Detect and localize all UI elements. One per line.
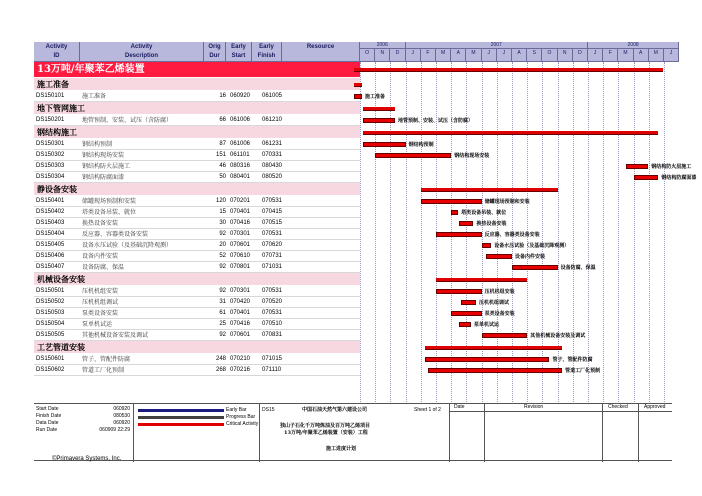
activity-label: 管道工厂化预制 [565, 368, 601, 374]
legend-critical-icon [138, 423, 224, 426]
activity-label: 其他机械设备安装及调试 [530, 333, 586, 339]
cell-id: DS150304 [36, 174, 65, 180]
table-row [34, 286, 360, 297]
cell-finish: 070620 [262, 242, 283, 248]
timeline-gridline [573, 62, 574, 402]
footer-company: 中国石油天然气第六建设公司 [302, 407, 368, 413]
table-row [34, 354, 360, 365]
timeline-gridline [634, 62, 635, 402]
footer-labels: Start Date Finish Date Data Date Run Date [36, 406, 62, 433]
table-row [34, 218, 360, 229]
cell-desc: 反应器、容器类设备安装 [82, 231, 149, 238]
timeline-month: M [618, 49, 633, 62]
cell-finish: 070831 [262, 332, 283, 338]
cell-start: 070401 [230, 310, 251, 316]
activity-bar [375, 153, 451, 158]
group-summary-bar [421, 188, 558, 192]
cell-start: 070301 [230, 231, 251, 237]
cell-start: 061006 [230, 141, 251, 147]
footer-sheet: Sheet 1 of 2 [414, 407, 441, 413]
table-row [34, 207, 360, 218]
cell-finish: 070415 [262, 209, 283, 215]
header-early-start: Early Start [226, 42, 252, 62]
activity-label: 反应器、容器类设备安装 [484, 232, 540, 238]
cell-desc: 钢结构防火层施工 [82, 163, 131, 170]
cell-desc: 设备内件安装 [82, 253, 119, 260]
cell-id: DS150101 [36, 93, 65, 99]
activity-bar [354, 94, 362, 99]
timeline-month: O [360, 49, 375, 62]
header-orig-dur: Orig Dur [204, 42, 226, 62]
cell-dur: 92 [219, 332, 226, 338]
cell-id: DS150302 [36, 152, 65, 158]
project-title: 13万吨/年聚苯乙烯装置 [34, 62, 360, 77]
legend-early-bar: Early Bar [226, 407, 247, 413]
timeline-gridline [421, 62, 422, 402]
activity-bar [428, 368, 562, 373]
group-header: 静设备安装 [34, 183, 360, 195]
group-summary-bar [354, 83, 362, 87]
cell-start: 070210 [230, 356, 251, 362]
legend-progress-bar: Progress Bar [226, 414, 256, 420]
cell-id: DS150405 [36, 242, 65, 248]
activity-bar [512, 265, 558, 270]
timeline-gridline [558, 62, 559, 402]
activity-label: 地管预制、安装、试压（含防腐） [397, 118, 473, 124]
cell-finish: 071110 [262, 367, 282, 373]
activity-bar [451, 311, 481, 316]
cell-dur: 20 [219, 242, 226, 248]
cell-desc: 压机机组调试 [82, 299, 119, 306]
cell-start: 061101 [230, 152, 250, 158]
project-summary-bar [354, 68, 663, 72]
header-activity-id: Activity ID [34, 42, 80, 62]
activity-label: 储罐现场预制和安装 [484, 199, 530, 205]
cell-desc: 施工准备 [82, 93, 107, 100]
cell-dur: 15 [219, 209, 226, 215]
cell-id: DS150503 [36, 310, 65, 316]
activity-bar [461, 300, 476, 305]
cell-desc: 设备水压试验（及基础沉降观测） [82, 242, 173, 249]
cell-desc: 塔类设备吊装、就位 [82, 209, 137, 216]
timeline-month: F [603, 49, 618, 62]
timeline-month: N [558, 49, 573, 62]
cell-finish: 070731 [262, 253, 283, 259]
footer-project: 独山子石化千万吨炼油及百万吨乙烯项目 [280, 423, 371, 429]
cell-dur: 52 [219, 253, 226, 259]
activity-label: 钢结构现场安装 [454, 153, 490, 159]
activity-label: 泵类设备安装 [484, 311, 515, 317]
activity-label: 钢结构预制 [408, 142, 434, 148]
legend-progress-bar-icon [138, 416, 224, 419]
table-row [34, 319, 360, 330]
footer-code: DS15 [262, 407, 275, 413]
timeline-gridline [649, 62, 650, 402]
activity-bar [363, 142, 406, 147]
cell-start: 060920 [230, 93, 251, 99]
cell-start: 080316 [230, 163, 251, 169]
timeline-year: 2006 [360, 42, 406, 49]
header-resource: Resource [282, 42, 360, 62]
activity-label: 管子、管配件防腐 [552, 357, 593, 363]
activity-bar [425, 357, 549, 362]
activity-bar [482, 333, 528, 338]
group-header: 地下管网施工 [34, 102, 360, 114]
cell-dur: 61 [219, 310, 226, 316]
cell-finish: 071031 [262, 264, 283, 270]
activity-bar [626, 164, 648, 169]
cell-dur: 92 [219, 264, 226, 270]
timeline-year: 2007 [406, 42, 588, 49]
cell-finish: 080430 [262, 163, 283, 169]
table-row [34, 115, 360, 126]
timeline-month: J [406, 49, 421, 62]
cell-finish: 061231 [262, 141, 283, 147]
timeline-gridline [664, 62, 665, 402]
table-row [34, 229, 360, 240]
table-row [34, 161, 360, 172]
timeline-gridline [360, 62, 361, 402]
activity-label: 塔类设备吊装、就位 [461, 210, 507, 216]
cell-id: DS150403 [36, 220, 65, 226]
cell-id: DS150201 [36, 117, 65, 123]
group-summary-bar [436, 278, 527, 282]
cell-desc: 管道工厂化预制 [82, 367, 125, 374]
timeline-gridline [588, 62, 589, 402]
cell-dur: 87 [219, 141, 226, 147]
timeline-month: S [527, 49, 542, 62]
timeline-month: M [649, 49, 664, 62]
cell-dur: 31 [219, 299, 226, 305]
cell-dur: 25 [219, 321, 226, 327]
activity-bar [363, 118, 395, 123]
timeline-gridline [603, 62, 604, 402]
timeline-gridline [618, 62, 619, 402]
activity-bar [436, 289, 482, 294]
cell-finish: 061005 [262, 93, 283, 99]
cell-start: 070601 [230, 242, 251, 248]
cell-dur: 50 [219, 174, 226, 180]
cell-start: 070610 [230, 253, 251, 259]
timeline-month: O [542, 49, 557, 62]
cell-dur: 66 [219, 117, 226, 123]
timeline-gridline [542, 62, 543, 402]
cell-dur: 92 [219, 231, 226, 237]
cell-start: 070301 [230, 288, 251, 294]
table-row [34, 262, 360, 273]
cell-finish: 070531 [262, 198, 283, 204]
cell-dur: 92 [219, 288, 226, 294]
timeline-month: N [375, 49, 390, 62]
cell-finish: 070531 [262, 310, 283, 316]
timeline-month: J [497, 49, 512, 62]
table-row [34, 308, 360, 319]
cell-finish: 070531 [262, 231, 283, 237]
activity-label: 施工准备 [365, 94, 386, 100]
footer-values: 060920 080530 060920 060909 22:29 [99, 406, 130, 433]
activity-bar [459, 322, 471, 327]
cell-desc: 钢结构预制 [82, 141, 113, 148]
cell-start: 070201 [230, 198, 251, 204]
cell-id: DS150301 [36, 141, 65, 147]
table-row [34, 196, 360, 207]
header-activity-desc: Activity Description [80, 42, 204, 62]
cell-desc: 储罐现场预制和安装 [82, 198, 137, 205]
table-row [34, 330, 360, 341]
cell-finish: 070331 [262, 152, 283, 158]
activity-bar [459, 221, 474, 226]
cell-start: 070801 [230, 264, 251, 270]
activity-label: 换热设备安装 [476, 221, 507, 227]
timeline-month: J [588, 49, 603, 62]
cell-start: 070416 [230, 220, 251, 226]
activity-label: 泵单机试运 [473, 322, 499, 328]
timeline-year: 2008 [588, 42, 679, 49]
group-summary-bar [425, 346, 562, 350]
footer [34, 403, 672, 461]
activity-bar [486, 254, 512, 259]
cell-finish: 070531 [262, 288, 283, 294]
timeline-gridline [375, 62, 376, 402]
cell-id: DS150504 [36, 321, 65, 327]
cell-desc: 其他机械设备安装及调试 [82, 332, 149, 339]
cell-start: 070401 [230, 209, 251, 215]
activity-bar [482, 243, 492, 248]
cell-dur: 120 [215, 198, 226, 204]
timeline-gridline [406, 62, 407, 402]
timeline-month: M [466, 49, 481, 62]
cell-id: DS150602 [36, 367, 65, 373]
activity-label: 钢结构防火层施工 [651, 164, 692, 170]
table-row [34, 297, 360, 308]
cell-dur: 248 [215, 356, 226, 362]
cell-finish: 070520 [262, 299, 283, 305]
activity-bar [421, 199, 482, 204]
cell-desc: 地管预制、安装、试压（含防腐） [82, 117, 173, 124]
cell-start: 070601 [230, 332, 251, 338]
vendor-credit: ©Primavera Systems, Inc. [52, 456, 122, 462]
activity-label: 压机机组调试 [479, 300, 510, 306]
col-checked: Checked [608, 404, 628, 410]
activity-label: 设备防腐、保温 [560, 265, 596, 271]
cell-finish: 070515 [262, 220, 283, 226]
cell-start: 061006 [230, 117, 251, 123]
cell-id: DS150402 [36, 209, 65, 215]
cell-id: DS150401 [36, 198, 65, 204]
cell-dur: 16 [219, 93, 226, 99]
activity-label: 设备内件安装 [515, 254, 546, 260]
timeline-month: J [482, 49, 497, 62]
timeline-month: M [436, 49, 451, 62]
cell-desc: 设备防腐、保温 [82, 264, 125, 271]
timeline-month: A [512, 49, 527, 62]
timeline-month: A [634, 49, 649, 62]
col-approved: Approved [644, 404, 666, 410]
cell-id: DS150404 [36, 231, 65, 237]
cell-desc: 换热设备安装 [82, 220, 119, 227]
cell-desc: 钢结构防腐面漆 [82, 174, 125, 181]
col-revision: Revision [524, 404, 544, 410]
timeline-month: A [451, 49, 466, 62]
activity-bar [451, 210, 458, 215]
table-row [34, 91, 360, 102]
table-row [34, 240, 360, 251]
footer-unit: 13万吨/年聚苯乙烯装置（安装）工程 [284, 430, 368, 436]
table-row [34, 365, 360, 376]
col-date: Date [454, 404, 465, 410]
activity-bar [634, 175, 659, 180]
table-row [34, 251, 360, 262]
timeline-month: F [421, 49, 436, 62]
table-row [34, 150, 360, 161]
cell-start: 070416 [230, 321, 251, 327]
activity-label: 钢结构防腐面漆 [661, 175, 697, 181]
cell-start: 070420 [230, 299, 251, 305]
group-header: 工艺管道安装 [34, 341, 360, 353]
cell-desc: 钢结构现场安装 [82, 152, 125, 159]
cell-finish: 070510 [262, 321, 283, 327]
timeline-month: D [390, 49, 405, 62]
cell-dur: 30 [219, 220, 226, 226]
timeline-gridline [482, 62, 483, 402]
cell-id: DS150502 [36, 299, 65, 305]
group-header: 施工准备 [34, 78, 360, 90]
cell-desc: 泵类设备安装 [82, 310, 119, 317]
activity-bar [436, 232, 482, 237]
cell-id: DS150601 [36, 356, 65, 362]
cell-finish: 071015 [262, 356, 283, 362]
group-header: 机械设备安装 [34, 273, 360, 285]
cell-start: 070216 [230, 367, 251, 373]
cell-id: DS150505 [36, 332, 65, 338]
cell-id: DS150407 [36, 264, 65, 270]
cell-dur: 46 [219, 163, 226, 169]
legend-early-bar-icon [138, 409, 224, 412]
header-early-finish: Early Finish [252, 42, 282, 62]
footer-plan: 施工进度计划 [326, 446, 357, 452]
cell-dur: 268 [215, 367, 226, 373]
cell-desc: 压机机组安装 [82, 288, 119, 295]
activity-label: 设备水压试验（及基础沉降观测） [494, 243, 570, 249]
legend-critical-activity: Critical Activity [226, 421, 259, 427]
timeline-month: D [573, 49, 588, 62]
timeline-month: J [664, 49, 679, 62]
timeline-gridline [390, 62, 391, 402]
cell-id: DS150501 [36, 288, 65, 294]
cell-finish: 061210 [262, 117, 283, 123]
table-row [34, 172, 360, 183]
cell-finish: 080520 [262, 174, 283, 180]
cell-dur: 151 [215, 152, 226, 158]
cell-desc: 管子、管配件防腐 [82, 356, 131, 363]
cell-desc: 泵单机试运 [82, 321, 113, 328]
cell-start: 080401 [230, 174, 251, 180]
group-header: 钢结构施工 [34, 126, 360, 138]
cell-id: DS150406 [36, 253, 65, 259]
activity-label: 压机机组安装 [484, 289, 515, 295]
cell-id: DS150303 [36, 163, 65, 169]
group-summary-bar [363, 131, 659, 135]
table-row [34, 139, 360, 150]
group-summary-bar [363, 107, 395, 111]
